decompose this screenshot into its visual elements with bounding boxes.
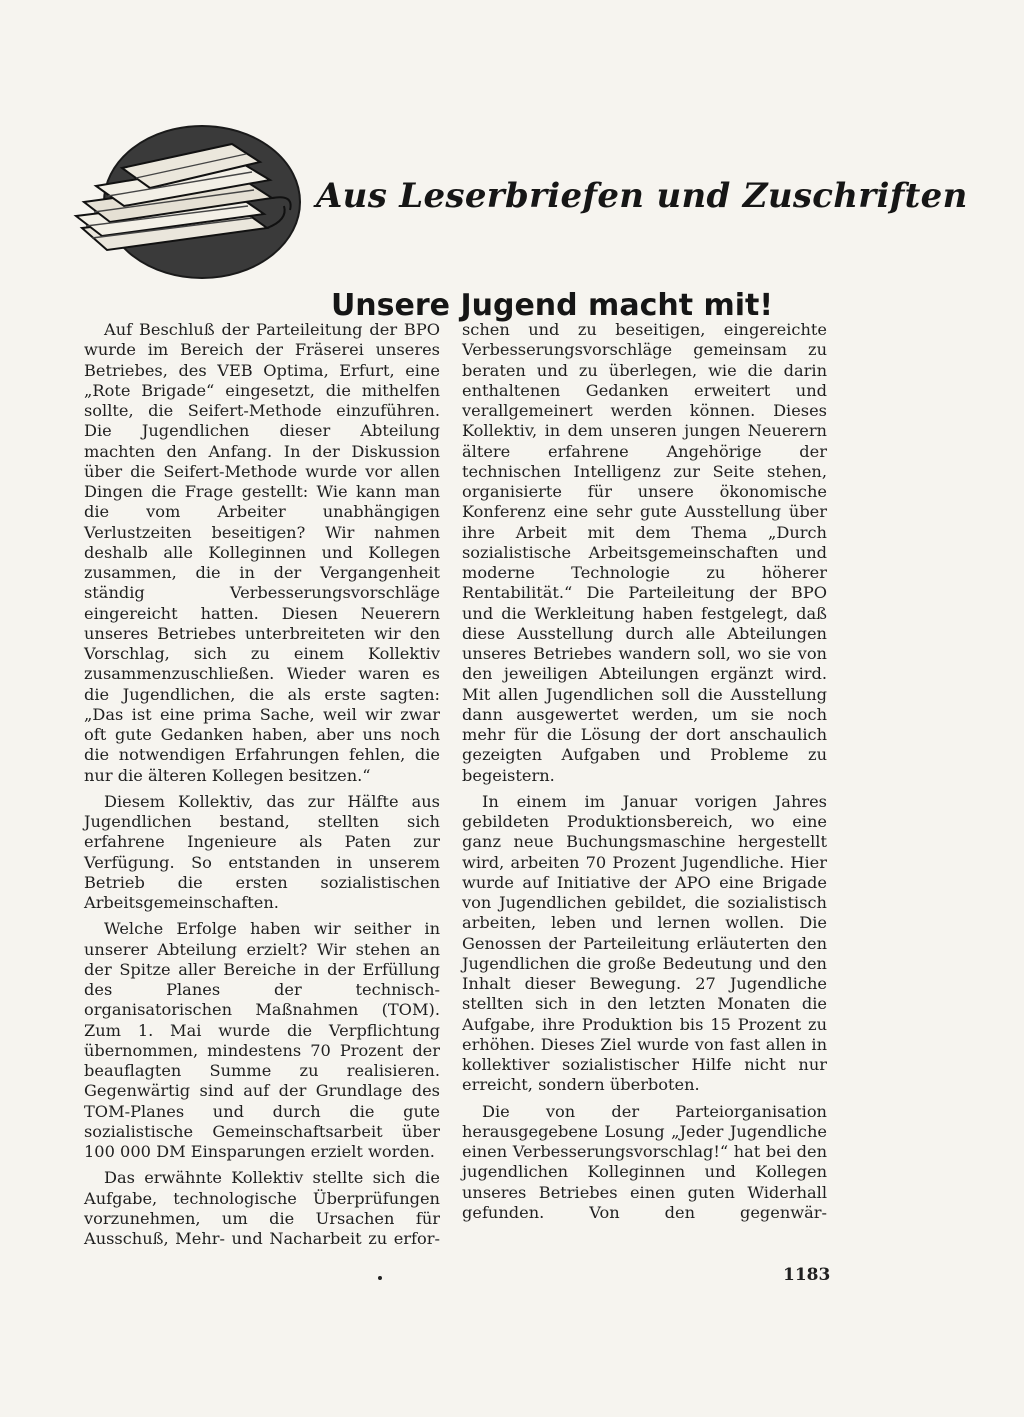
paragraph: Diesem Kollektiv, das zur Hälfte aus Jugendlichen bestand, stellten sich erfahrene Ingenieure als Paten zur Verfügung. So entstanden in unserem Betrieb die ersten sozialistischen Arbeitsgemeinschaften. [84, 791, 440, 912]
stack-of-letters-icon [62, 110, 302, 280]
paragraph: schen und zu beseitigen, eingereichte Verbesserungsvorschläge gemeinsam zu beraten und zu überlegen, wie die darin enthaltenen Gedanken erweitert und verallgemeinert werden können. Dieses Kollektiv, in dem unseren jungen Neuerern ältere erfahrene Angehörige der technischen Intelligenz zur Seite stehen, organisierte für unsere ökonomische Konferenz eine sehr gute Ausstellung über ihre Arbeit mit dem Thema „Durch sozialistische Arbeitsgemeinschaften und moderne Technologie zu höherer Rentabilität.“ Die Parteileitung der BPO und die Werkleitung haben festgelegt, daß diese Ausstellung durch alle Abteilungen unseres Betriebes wandern soll, wo sie von den jeweiligen Abteilungen ergänzt wird. Mit allen Jugendlichen soll die Ausstellung dann ausgewertet werden, um sie noch mehr für die Lösung der dort anschaulich gezeigten Aufgaben und Probleme zu begeistern. [462, 320, 827, 785]
article-column-left [84, 320, 440, 1255]
section-heading: Aus Leserbriefen und Zuschriften [316, 176, 968, 216]
article-title: Unsere Jugend macht mit! [330, 288, 774, 324]
paragraph: Auf Beschluß der Parteileitung der BPO wurde im Bereich der Fräserei unseres Betriebes, des VEB Optima, Erfurt, eine „Rote Brigade“ eingesetzt, die mithelfen sollte, die Seifert-Methode einzuführen. Die Jugendlichen dieser Abteilung machten den Anfang. In der Diskussion über die Seifert-Methode wurde vor allen Dingen die Frage gestellt: Wie kann man die vom Arbeiter unabhängigen Verlustzeiten beseitigen? Wir nahmen deshalb alle Kolleginnen und Kollegen zusammen, die in der Vergangenheit ständig Verbesserungsvorschläge eingereicht hatten. Diesen Neuerern unseres Betriebes unterbreiteten wir den Vorschlag, sich zu einem Kollektiv zusammenzuschließen. Wieder waren es die Jugendlichen, die als erste sagten: „Das ist eine prima Sache, weil wir zwar oft gute Gedanken haben, aber uns noch die notwendigen Erfahrungen fehlen, die nur die älteren Kollegen besitzen.“ [84, 320, 440, 785]
paragraph: Das erwähnte Kollektiv stellte sich die Aufgabe, technologische Überprüfungen vorzunehmen, um die Ursachen für Ausschuß, Mehr- und Nacharbeit zu erfor- [84, 1168, 440, 1248]
paragraph: Die von der Parteiorganisation herausgegebene Losung „Jeder Jugendliche einen Verbesserungsvorschlag!“ hat bei den jugendlichen Kolleginnen und Kollegen unseres Betriebes einen guten Widerhall gefunden. Von den gegenwär- [462, 1101, 827, 1222]
print-speck [378, 1276, 382, 1280]
article-column-right [462, 320, 827, 1229]
paragraph: In einem im Januar vorigen Jahres gebildeten Produktionsbereich, wo eine ganz neue Buchungsmaschine hergestellt wird, arbeiten 70 Prozent Jugendliche. Hier wurde auf Initiative der APO eine Brigade von Jugendlichen gebildet, die sozialistisch arbeiten, leben und lernen wollen. Die Genossen der Parteileitung erläuterten den Jugendlichen die große Bedeutung und den Inhalt dieser Bewegung. 27 Jugendliche stellten sich in den letzten Monaten die Aufgabe, ihre Produktion bis 15 Prozent zu erhöhen. Dieses Ziel wurde von fast allen in kollektiver sozialistischer Hilfe nicht nur erreicht, sondern überboten. [462, 791, 827, 1095]
page-number: 1183 [783, 1265, 831, 1285]
paragraph: Welche Erfolge haben wir seither in unserer Abteilung erzielt? Wir stehen an der Spitze aller Bereiche in der Erfüllung des Planes der technisch-organisatorischen Maßnahmen (TOM). Zum 1. Mai wurde die Verpflichtung übernommen, mindestens 70 Prozent der beauflagten Summe zu realisieren. Gegenwärtig sind auf der Grundlage des TOM-Planes und durch die gute sozialistische Gemeinschaftsarbeit über 100 000 DM Einsparungen erzielt worden. [84, 919, 440, 1161]
